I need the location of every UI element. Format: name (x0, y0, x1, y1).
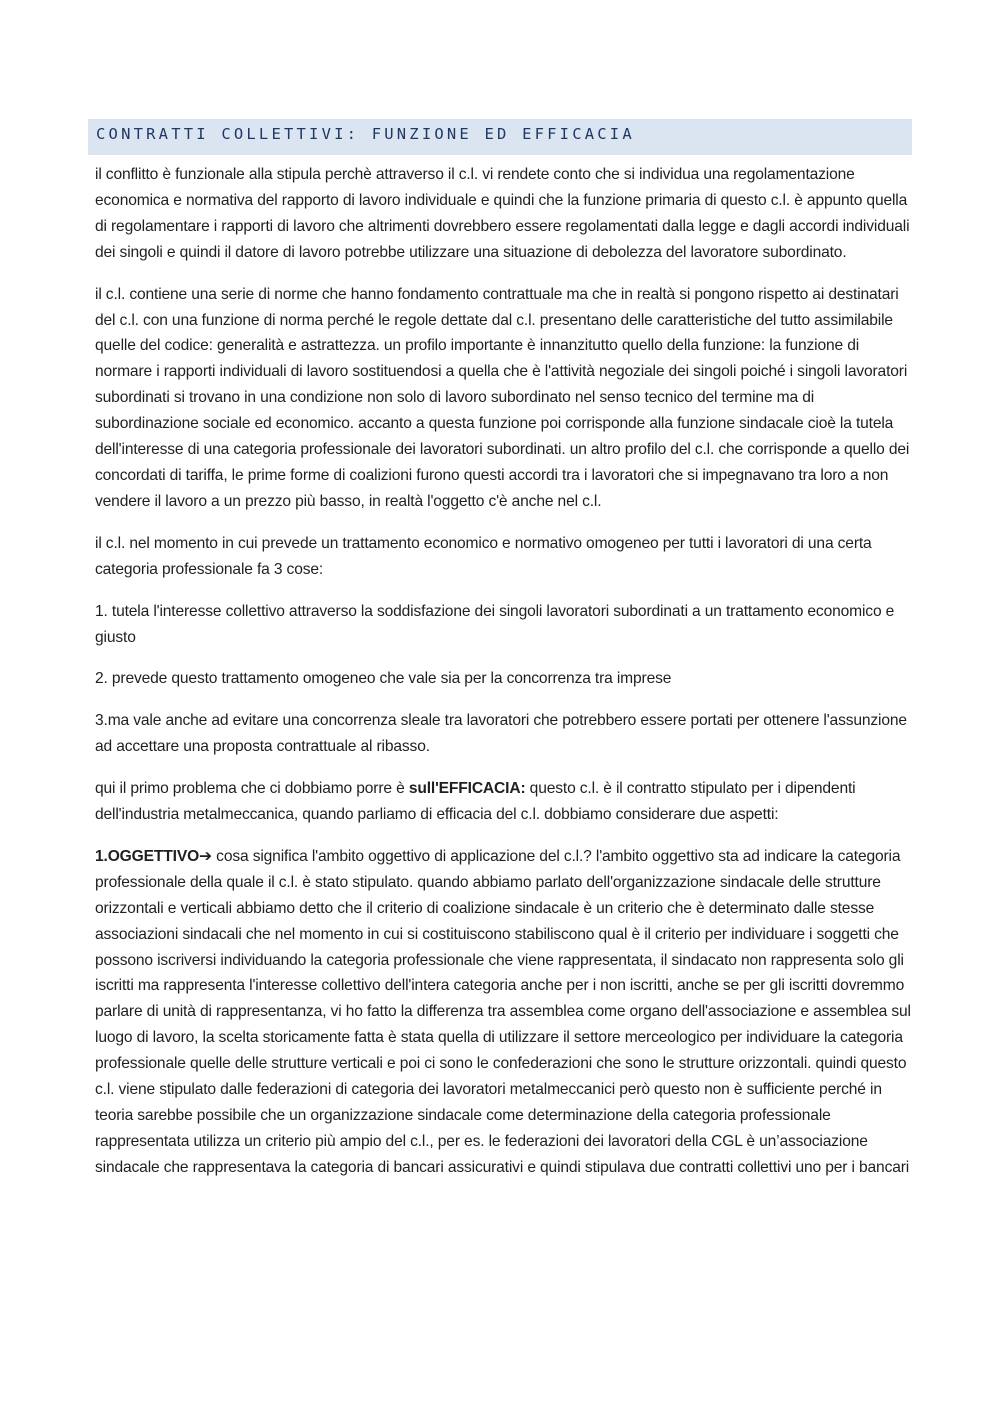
paragraph-text: cosa significa l'ambito oggettivo di applicazione del c.l.? l'ambito oggettivo sta ad indicare la categoria professionale della quale il c.l. è stato stipulato. quando abbiamo parlato dell'organizzazione sindacale delle strutture orizzontali e verticali abbiamo detto che il criterio di coalizione sindacale è un criterio che è determinato dalle stesse associazioni sindacali che nel momento in cui si costituiscono stabiliscono qual è il criterio per individuare i soggetti che possono iscriversi individuando la categoria professionale che viene rappresentata, il sindacato non rappresenta solo gli iscritti ma rappresenta l'interesse collettivo dell'intera categoria anche per i non iscritti, anche se per gli iscritti dovremmo parlare di unità di rappresentanza, vi ho fatto la differenza tra assemblea come organo dell'associazione e assemblea sul luogo di lavoro, la scelta storicamente fatta è stata quella di utilizzare il settore merceologico per individuare la categoria professionale quelle delle strutture verticali e poi ci sono le confederazioni che sono le strutture orizzontali. quindi questo c.l. viene stipulato dalle federazioni di categoria dei lavoratori metalmeccanici però questo non è sufficiente perché in teoria sarebbe possibile che un organizzazione sindacale come determinazione della categoria professionale rappresentata utilizza un criterio più ampio del c.l., per es. le federazioni dei lavoratori della CGL è un’associazione sindacale che rappresentava la categoria di bancari assicurativi e quindi stipulava due contratti collettivi uno per i bancari (95, 847, 911, 1176)
paragraph: il c.l. nel momento in cui prevede un trattamento economico e normativo omogeneo per tutti i lavoratori di una certa categoria professionale fa 3 cose: (95, 534, 872, 578)
paragraph-text: questo c.l. è il contratto stipulato per i dipendenti dell'industria metalmeccanica, quando parliamo di efficacia del c.l. dobbiamo considerare due aspetti: (95, 780, 856, 824)
list-item-paragraph: 3.ma vale anche ad evitare una concorrenza sleale tra lavoratori che potrebbero essere portati per ottenere l'assunzione ad accettare una proposta contrattuale al ribasso. (95, 712, 907, 756)
section-heading: CONTRATTI COLLETTIVI: FUNZIONE ED EFFICACIA (96, 125, 635, 143)
section-heading-bar (88, 119, 912, 155)
list-item-paragraph: 1. tutela l'interesse collettivo attraverso la soddisfazione dei singoli lavoratori subordinati a un trattamento economico e giusto (95, 602, 895, 646)
paragraph: il c.l. contiene una serie di norme che hanno fondamento contrattuale ma che in realtà si pongono rispetto ai destinatari del c.l. con una funzione di norma perché le regole dettate dal c.l. presentano delle caratteristiche del tutto assimilabile quelle del codice: generalità e astrattezza. un profilo importante è innanzitutto quello della funzione: la funzione di normare i rapporti individuali di lavoro sostituendosi a quella che è l'attività negoziale dei singoli poiché i singoli lavoratori subordinati si trovano in una condizione non solo di lavoro subordinato nel senso tecnico del termine ma di subordinazione sociale ed economico. accanto a questa funzione poi corrisponde alla funzione sindacale cioè la tutela dell'interesse di una categoria professionale dei lavoratori subordinati. un altro profilo del c.l. che corrisponde a quello dei concordati di tariffa, le prime forme di coalizioni furono questi accordi tra i lavoratori che si impegnavano tra loro a non vendere il lavoro a un prezzo più basso, in realtà l'oggetto c'è anche nel c.l. (95, 285, 910, 510)
list-item-paragraph: 2. prevede questo trattamento omogeneo che vale sia per la concorrenza tra imprese (95, 670, 672, 688)
bold-term: sull'EFFICACIA: (408, 780, 526, 798)
paragraph (95, 844, 911, 1181)
paragraph-text: qui il primo problema che ci dobbiamo porre è (95, 780, 409, 798)
paragraph (95, 776, 911, 828)
document-body (95, 162, 911, 1197)
paragraph: il conflitto è funzionale alla stipula perchè attraverso il c.l. vi rendete conto che si individua una regolamentazione economica e normativa del rapporto di lavoro individuale e quindi che la funzione primaria di questo c.l. è appunto quella di regolamentare i rapporti di lavoro che altrimenti dovrebbero essere regolamentati dalla legge e dagli accordi individuali dei singoli e quindi il datore di lavoro potrebbe utilizzare una situazione di debolezza del lavoratore subordinato. (95, 166, 910, 261)
bold-term: 1.OGGETTIVO➔ (95, 847, 212, 865)
